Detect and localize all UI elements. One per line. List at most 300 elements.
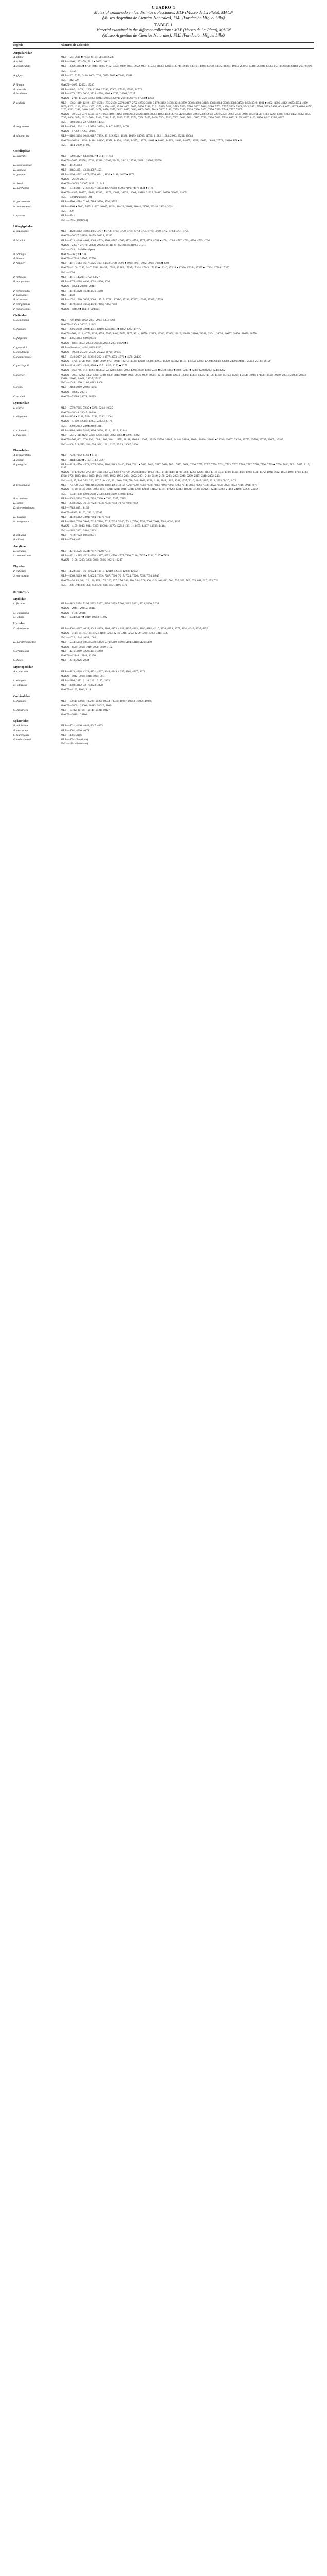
records-cell: MLP—5044; 5053; 5056; 5059; 5062; 5071; 5089; 5096; 5104; 5118; 5126; 5140 — [61, 640, 152, 644]
table-row — [13, 318, 314, 323]
records-cell: MLP—3485; 4051; 4342; 4587; 4501 — [61, 168, 103, 172]
family-heading-row — [13, 595, 314, 602]
table-row — [13, 640, 314, 645]
species-cell — [13, 284, 61, 289]
records-cell: FML—12; 95; 140; 202; 226; 227; 310; 436; 531; 600; 658; 738; 946; 1003; 1052; 1141; 1149; 1202; 1241; 1337; 2116; 2147; 2165; 2211; 2393; 2420; 2475 — [61, 479, 236, 482]
species-cell: D. cimex — [13, 502, 24, 505]
species-cell: C. rushii — [13, 386, 23, 389]
records-cell: MACN—3106; 6249; 9147; 9541; 10458; 10923; 15185; 15297; 17104; 17243; 17313 ■ 17316; 17318 ■ 17320; 17354; 17355 ■ 17364; 17369; 17377 — [61, 266, 230, 270]
family-heading: Corbiculidae — [13, 694, 30, 698]
table-row — [13, 524, 314, 529]
species-cell — [13, 524, 61, 529]
records-cell: MLP—7612; 7623; 8060; 8071 — [61, 534, 96, 537]
records-cell: MACN—20017; 20156; 20159; 20221; 20223 — [61, 234, 113, 238]
records-cell: MLP—4619; 4653; 4659; 4670; 7066; 7085; 7058 — [61, 303, 117, 307]
records-cell: MLP—3102; 3104; 9048; 6487; 7839; 9912; 9 9922; 10388; 10389; 11709; 11722; 11982; 11983; 2066; 29211; 31083 — [61, 134, 193, 138]
records-cell: MACN—17318; 20705; 27750 — [61, 257, 96, 261]
family-heading: Physidae — [13, 565, 25, 569]
species-cell: L. viatrix — [13, 406, 24, 410]
species-cell: L. diaphana — [13, 415, 27, 419]
table-row — [13, 699, 314, 704]
records-cell: MLP—4341 — [61, 214, 75, 217]
species-cell: H. piscium — [13, 173, 26, 176]
table-row — [13, 218, 314, 223]
species-cell: L. fortunei — [13, 602, 25, 605]
records-cell: FML—1022; 1044; 1058; 1065 — [61, 636, 96, 639]
species-cell — [13, 442, 61, 447]
table-row — [13, 302, 314, 307]
class-heading-row — [13, 587, 314, 595]
family-heading: Lymnaeidae — [13, 401, 29, 405]
table-row — [13, 275, 314, 280]
species-cell — [13, 583, 61, 587]
records-cell: MACN—23586; 28678; 28679 — [61, 395, 96, 399]
records-cell: MLP—4611; 14720; 14722; 14727 — [61, 275, 100, 279]
caption-line-1: Material examinado en las distintas colecciones: MLP (Museo de La Plata), MACN — [94, 10, 233, 15]
table-row — [13, 350, 314, 355]
caption-label: CUADRO 1 — [151, 5, 176, 10]
table-row — [13, 280, 314, 284]
table-row — [13, 742, 314, 747]
records-cell: MLP—5072; 7615; 7235 ■ 7276; 7264; 10025 — [61, 406, 113, 410]
species-cell: C. batesi — [13, 659, 24, 663]
records-cell: MACN—3196; 3235; 3238; 7061; 7086; 19216; 19217 — [61, 558, 123, 562]
records-cell: MACN—10865; 20017 — [61, 391, 88, 394]
records-cell: MLP—543; 2111; 2125; 2364; 2366; 4469; 5022; 6985 ■ 6992; 12392 — [61, 433, 140, 437]
table-row — [13, 354, 314, 359]
records-cell: FML—1043; 1188; 1209; 2058; 2198; 3080; 3089; 14081; 14092 — [61, 493, 134, 496]
records-cell: MLP—4004; 1034; 1145; 9754; 10754; 14947; 14759; 14748 — [61, 125, 130, 129]
species-cell — [13, 631, 61, 636]
table-row — [13, 654, 314, 658]
species-cell — [13, 654, 61, 658]
records-table — [13, 42, 314, 747]
species-cell — [13, 424, 61, 429]
table-row — [13, 626, 314, 631]
records-cell: MLP—564; 7618 ■ 7617; 29189; 28142; 28238 — [61, 56, 114, 59]
table-row — [13, 574, 314, 579]
records-cell: MACN—4791; 6751; 9641; 9646; 9989; 9791; 9981; 10275; 11332; 12088; 12089; 14934; 15370; 15402; 16134; 16152; 17080; 17394; 23046; 23068; 24009; 24011; 25003; 25125; 26129 — [61, 360, 271, 363]
table-row — [13, 674, 314, 679]
table-row — [13, 433, 314, 438]
family-heading: Hyriidae — [13, 622, 25, 626]
records-cell: MACN—11900; 12580; 17053; 23175; 23176 — [61, 420, 113, 423]
table-row — [13, 229, 314, 234]
records-cell: MLP—4511; 4515; 4522; 4528; 4537; 4552; 4570; 4575; 7116; 7120; 7127 ■ 7134; 7137 ■ 7139 — [61, 554, 169, 557]
table-row — [13, 470, 314, 478]
species-cell — [13, 270, 61, 275]
family-heading: Mycetopodidae — [13, 665, 33, 669]
table-row — [13, 611, 314, 615]
table-row — [13, 200, 314, 205]
table-row — [13, 615, 314, 620]
family-heading-row — [13, 48, 314, 55]
species-cell — [13, 266, 61, 270]
table-caption — [13, 5, 314, 38]
records-cell: MACN—563; 601; 676; 890; 1064; 1102; 3461; 11156; 11191; 11634; 12065; 14929; 15590; 20185; 24148; 24216; 28084; 28088; 28094 ■ 28096; 29407; 29616; 29773; 29786; 29787; 30005; 30189 — [61, 438, 283, 442]
records-cell: MLP—4113; 5274; 5290; 5293; 5297; 5298; 5299; 5301; 5302; 5322; 5324; 5330; 5338 — [61, 602, 159, 605]
table-row — [13, 257, 314, 261]
species-cell — [13, 558, 61, 563]
table-row — [13, 645, 314, 649]
records-cell: MLP—5068; 5069; 6015; 6025; 7239; 7287; 7606; 7618; 7624; 7626; 7652; 7658; 8045 — [61, 574, 159, 578]
records-cell: FML—259 — [61, 209, 74, 213]
records-cell: MACN—9; 170; 225; 277; 387; 461; 485; 524; 626; 677; 700; 795; 834; 877; 1017; 1074; 1111; 1144; 1173; 1203; 1229; 1262; 1283; 1318; 1341; 1404; 1449; 1464; 1496; 1531; 1572; 1601; 1632; 1655; 1692; 1704; 1733; 1764; 1796; 1830; 1864; 1893; 1913; 1945; 1962; 1994; 2034; 2052; 2081; 2114; 2149; 2178; 2203; 2223; 2248; 2279; 2317; 2341; 2372; 2404 — [61, 471, 308, 478]
records-cell: MLP—4081; 4086 — [61, 733, 82, 737]
records-cell: MLP—3234 ■ 3238; 5284; 9241; 9242; 12061 — [61, 415, 113, 419]
records-cell: FML—1101 (Paratipos) — [61, 742, 88, 746]
table-row — [13, 289, 314, 293]
table-row — [13, 332, 314, 336]
records-cell: MLP—3407; 11478; 11506; 12186; 17342; 17903; 27353; 17519; 14576 — [61, 88, 142, 91]
table-row — [13, 134, 314, 139]
table-row — [13, 579, 314, 583]
species-cell: H. marginatus — [13, 520, 29, 523]
records-cell: MLP—4428; 4612; 4608; 4705; 4707 ■ 4708; 4769; 4770; 4771; 4773; 4775; 4779; 4780; 4782; 4784; 4791; 4795 — [61, 230, 189, 233]
table-row — [13, 602, 314, 606]
species-cell: D. delodontus — [13, 627, 29, 630]
table-row — [13, 511, 314, 515]
table-row — [13, 298, 314, 302]
table-row — [13, 293, 314, 298]
species-cell — [13, 129, 61, 134]
table-row — [13, 163, 314, 168]
table-row — [13, 261, 314, 266]
species-cell: E. meier-brooki — [13, 738, 31, 741]
records-cell: FML—1104; 2089; 11009 — [61, 143, 90, 147]
table-row — [13, 181, 314, 186]
table-row — [13, 307, 314, 312]
species-cell: P. minutissimus — [13, 308, 31, 311]
records-cell: MLP—2163; 2269; 2908; 12567 — [61, 386, 97, 389]
table-row — [13, 733, 314, 738]
family-heading-row — [13, 717, 314, 724]
table-row — [13, 69, 314, 74]
records-cell: MLP—(Paratipos) 4491; 8215; 8232 — [61, 346, 102, 349]
table-row — [13, 506, 314, 511]
species-cell: P. nebulosa — [13, 275, 26, 279]
species-cell: M. siliquosa — [13, 684, 27, 687]
records-cell: MLP—7389; 8151; 8152 — [61, 506, 89, 510]
table-row — [13, 519, 314, 524]
table-row — [13, 64, 314, 69]
records-cell: MLP—1940; 2377; 2613; 2618; 2621; 3677; 4073; 4572 ■ 4578; 28425 — [61, 355, 141, 359]
table-row — [13, 424, 314, 429]
species-cell: L. elongata — [13, 679, 26, 683]
table-row — [13, 143, 314, 148]
records-cell: FML—2050 — [61, 271, 75, 274]
records-cell: MACN—20063; 20067; 28221; 31341 — [61, 182, 105, 185]
records-cell: FML—1493; 2044; 2275; 8302; 14051 — [61, 121, 105, 124]
table-row — [13, 553, 314, 558]
species-cell: S. lauricochae — [13, 733, 30, 737]
table-row — [13, 74, 314, 78]
table-row — [13, 683, 314, 688]
species-cell — [13, 470, 61, 478]
records-cell: MLP—262; 5272; 6448; 6669; 6711; 7079; 7049 ■ 7083; 20888 — [61, 74, 133, 77]
species-cell: H. cuneata — [13, 168, 26, 172]
species-cell: A. cortisii — [13, 459, 25, 462]
records-cell: MLP—7278; 7642; 8163 ■ 8164 — [61, 454, 98, 457]
records-cell: MLP—4305; 4384; 9398; 9936 — [61, 337, 96, 341]
records-cell: MLP—4031; 4036; 4042; 4047; 4053 — [61, 724, 103, 727]
records-cell: FML—2392; 2393; 2394; 2402; 3011 — [61, 425, 103, 428]
records-cell: MLP—4611; 4613; 4617; 4625; 4631; 4632; 4798; 4990 ■ 6999; 7961; 7962; 7964; 7966 ■ 8002 — [61, 262, 169, 265]
species-cell: U. concentricus — [13, 554, 31, 557]
species-cell: A. tenuidentatus — [13, 454, 32, 457]
table-row — [13, 205, 314, 209]
species-cell — [13, 159, 61, 163]
table-row — [13, 191, 314, 195]
family-heading-row — [13, 663, 314, 670]
species-cell: H. parchappii — [13, 187, 29, 190]
document-page — [0, 0, 327, 747]
species-cell: D. lucidum — [13, 515, 26, 519]
species-cell: E. sapogensis — [13, 230, 29, 233]
records-cell: MACN—3114; 3117; 3135; 3158; 3169; 3203; 3216; 3248; 3252; 3279; 3288; 3305; 3311; 3329 — [61, 631, 168, 635]
table-row — [13, 346, 314, 350]
species-cell — [13, 390, 61, 395]
species-cell: L. columella — [13, 429, 27, 432]
species-cell: A. trapesialis — [13, 670, 28, 673]
species-cell: S. marmorata — [13, 574, 29, 578]
species-cell — [13, 381, 61, 385]
table-row — [13, 112, 314, 120]
family-heading: Mytilidae — [13, 597, 26, 601]
species-cell — [13, 218, 61, 223]
caption-line-2: (Museo Argentino de Ciencias Naturales), FML (Fundación Miguel Lillo) — [102, 15, 225, 20]
records-cell: FML—368; 518; 525; 546; 599; 991; 1611; 2202; 2593; 19087; 23301 — [61, 443, 140, 446]
table-row — [13, 159, 314, 163]
records-cell: FML—312; 727 — [61, 78, 79, 82]
table-row — [13, 82, 314, 87]
table-row — [13, 410, 314, 415]
table-row — [13, 538, 314, 543]
species-cell: C. mendozana — [13, 350, 29, 354]
table-row — [13, 359, 314, 364]
species-cell: B. oliveri — [13, 538, 24, 542]
table-row — [13, 569, 314, 574]
species-cell — [13, 195, 61, 200]
table-row — [13, 120, 314, 125]
table-row — [13, 636, 314, 640]
species-cell: B. orbignyi — [13, 534, 26, 537]
species-cell — [13, 359, 61, 364]
family-heading-row — [13, 223, 314, 229]
records-cell: MACN—2710; 17532; 17590; 20013; 22058; 22071; 26613; 28877; 17593 ■ 17600 — [61, 97, 155, 100]
species-cell — [13, 177, 61, 182]
species-cell — [13, 742, 61, 747]
table-row — [13, 631, 314, 636]
caption-line-3: Material examined in the different collections: MLP (Museo de La Plata), MACN — [96, 28, 231, 32]
records-cell: MLP—2260; 2272–78; 7610 ■ 7602; 3.6 ?? — [61, 60, 110, 64]
table-row — [13, 419, 314, 424]
records-cell: MACN—9178; 29118 — [61, 611, 86, 615]
table-row — [13, 129, 314, 134]
table-row — [13, 429, 314, 433]
species-cell — [13, 120, 61, 125]
species-cell: P. sterkianum — [13, 728, 29, 732]
family-heading: Ampullariidae — [13, 51, 32, 55]
records-cell: MLP—4516; 4526; 4534; 7617; 7620; 7711 — [61, 549, 110, 553]
table-row — [13, 479, 314, 483]
species-cell: H. obliquus — [13, 549, 27, 553]
table-row — [13, 55, 314, 60]
species-cell — [13, 368, 61, 373]
records-cell: MLP—3862; 4315 ■ 4700; 5045; 6805; 9132; 9358; 9389; 9833; 9952; 9937; 11535; 11638; 12800; 13574; 13946; 14016; 14408; 14700; 14875; 18234; 19304; 20875; 23440; 25184; 25587; 25813; 26164; 28168; 26772; KN — [61, 65, 312, 69]
family-heading-row — [13, 563, 314, 569]
records-cell: MLP—4612; 4613 — [61, 164, 82, 167]
species-cell: P. pirinsaana — [13, 298, 28, 302]
species-cell — [13, 112, 61, 120]
species-cell: L. rupestris — [13, 433, 26, 437]
records-cell: FML—18454 — [61, 70, 76, 73]
species-cell: H. australis — [13, 155, 27, 158]
records-cell: FML—1044; 1056; 1102; 8283; 8308 — [61, 381, 103, 385]
species-cell: P. lineare — [13, 257, 24, 261]
records-cell: MACN—18412 ■ 18418 (Sintipos) — [61, 308, 101, 311]
records-cell: MLP—70; 778; 758; 781; 2161; 2250; 3986; 4661; 4812; 7326; 7339; 7446; 7449; 7695; 7698; 7700; 7705; 7814; 7815; 7828; 7838; 7852; 7853; 7854; 7855; 7916; 7961; 7977 — [61, 483, 257, 487]
records-cell: MLP—4700; 4784; 7108; 7109; 9590; 9592; 9595 — [61, 200, 117, 204]
species-cell — [13, 479, 61, 483]
table-row — [13, 724, 314, 728]
species-cell — [13, 243, 61, 248]
species-cell: C. fluminea — [13, 699, 27, 703]
species-cell: H. baeri — [13, 182, 23, 185]
table-row — [13, 368, 314, 373]
table-row — [13, 186, 314, 191]
table-row — [13, 266, 314, 270]
records-cell: MACN—26779; 29517 — [61, 177, 88, 181]
species-cell — [13, 78, 61, 83]
table-row — [13, 501, 314, 506]
records-cell: MLP—4675; 4688; 4692; 4693; 4696; 4698 — [61, 280, 110, 283]
table-row — [13, 87, 314, 92]
family-heading: Chilinidae — [13, 314, 27, 317]
table-row — [13, 487, 314, 492]
table-row — [13, 101, 314, 112]
table-row — [13, 209, 314, 214]
table-row — [13, 390, 314, 395]
species-cell — [13, 703, 61, 708]
records-cell: MLP—3172; 5062; 7391; 7394; 7397; 7643 — [61, 515, 110, 519]
species-cell: P. scalaris — [13, 101, 25, 105]
table-row — [13, 154, 314, 159]
species-cell — [13, 688, 61, 692]
species-cell: M. edulis — [13, 616, 24, 619]
table-row — [13, 341, 314, 346]
records-cell: MLP—4613; 4646; 4663; 4665; 4763; 4764; 4767; 4769; 4771; 4774; 4777; 4778; 4781 ■ 4784; 4786; 4787; 4789; 4790; 4795; 4796 — [61, 239, 210, 242]
table-row — [13, 458, 314, 463]
table-row — [13, 483, 314, 487]
family-heading: Cochliopidae — [13, 150, 30, 154]
species-cell: C. fluminea — [13, 328, 27, 331]
table-row — [13, 679, 314, 683]
table-row — [13, 688, 314, 692]
family-heading-row — [13, 543, 314, 549]
records-cell: MACN—8834; 8859; 20051; 20052; 20053; 20071; KN ■ 3 — [61, 341, 128, 345]
records-cell: MLP—2216; 4432; 4542; 4568 ■ 4571; 8245; 8270 ■ 8277 — [61, 364, 127, 368]
records-cell: MLP—6034; 6017 ■ 6019; 10993; 11022 — [61, 616, 108, 619]
species-cell — [13, 209, 61, 214]
table-row — [13, 284, 314, 289]
table-row — [13, 243, 314, 248]
table-row — [13, 415, 314, 419]
records-cell: MACN—28; 83; 98; 122; 130; 153; 172; 200; 227; 256; 283; 310; 344; 371; 406; 429; 463; 482; 501; 537; 560; 589; 623; 641; 667; 695; 724 — [61, 579, 218, 582]
species-cell: M. charruana — [13, 611, 29, 615]
table-row — [13, 703, 314, 708]
species-cell: D. parallelopipedon — [13, 640, 36, 644]
records-cell: MACN—28101; 28106 — [61, 713, 88, 717]
species-cell — [13, 645, 61, 649]
species-cell: C. rhuacoicus — [13, 650, 29, 653]
table-row — [13, 549, 314, 553]
species-cell — [13, 487, 61, 492]
records-cell: MLP—2673; 2723; 3630; 3724; 4598; 6709 ■ 6785; 26268; 26227 — [61, 92, 135, 96]
species-cell: P. cubensis — [13, 569, 26, 573]
family-heading: Ancylidae — [13, 545, 26, 548]
species-cell: C. parchappii — [13, 364, 29, 368]
species-cell — [13, 234, 61, 239]
records-cell: MACN—4109; 6042; 9214; 9367; 11003; 12175; 12214; 13311; 13455; 14037; 14318; 14444 — [61, 524, 166, 528]
table-row — [13, 649, 314, 654]
species-cell: H. pucaraensis — [13, 200, 30, 204]
species-cell — [13, 713, 61, 717]
species-cell — [13, 323, 61, 327]
table-row — [13, 606, 314, 611]
table-row — [13, 96, 314, 101]
species-cell: P. sterkianus — [13, 294, 28, 297]
species-cell — [13, 636, 61, 640]
family-heading-row — [13, 399, 314, 406]
records-cell: MLP—4638 — [61, 294, 75, 297]
family-heading: Sphaeriidae — [13, 720, 29, 723]
species-cell — [13, 606, 61, 611]
records-cell: MLP—4002; 4017; 4023; 4045; 4079; 4104; 4123; 4148; 4157; 4163; 4186; 4202; 4210; 4234; 4251; 4273; 4291; 4318; 4337; 4359 — [61, 627, 209, 630]
species-cell: A. gigas — [13, 74, 23, 77]
species-cell: A. spixii — [13, 60, 23, 64]
species-cell: P. hopfneri — [13, 262, 26, 265]
records-cell: MLP—3308; 3312; 3317; 3323; 3328 — [61, 684, 103, 687]
table-row — [13, 558, 314, 563]
table-row — [13, 239, 314, 243]
species-cell: A. canaliculata — [13, 65, 30, 69]
records-cell: MACN—1085; 12092; 17230 — [61, 83, 94, 87]
records-cell: MACN—23037; 27878; 28878; 29049; 29111; 29125; 30142; 31003; 31011 — [61, 243, 146, 247]
table-row — [13, 395, 314, 399]
species-cell — [13, 579, 61, 583]
records-cell: MLP—4091 (Paratipos) — [61, 738, 88, 741]
records-cell: MLP—2104; 2112; 2118; 2121; 2127; 2133 — [61, 679, 110, 683]
species-cell: A. platae — [13, 56, 24, 59]
records-cell: MACN—1102; 1106; 1111 — [61, 688, 91, 692]
records-cell: MLP—2059; 2025; 7618; 7623; 7633; 7640; 7643; 7670; 7691; 7692 — [61, 502, 138, 505]
table-header-row — [13, 43, 314, 49]
species-cell: P. oblongus — [13, 252, 27, 256]
records-cell: MLP—4318; 4570; 4572; 5075; 5090; 5100; 5183; 5440; 5609; 7611 ■ 7612; 7613; 7617; 7616; 7631; 7652; 7668; 7696; 7755; 7757; 7758; 7761; 7763; 7767; 7768; 7787; 7788; 7790; 7795 ■ 7796; 7826; 7831; 7835; 8115; 8147 — [61, 463, 311, 470]
species-cell: P. megastoma — [13, 125, 29, 129]
table-row — [13, 405, 314, 410]
records-cell: MACN—560; 746; 911; 1128; 2153; 2152; 2287; 2984; 2999; 4598; 4666; 4786; 5730 ■ 5740; 5963 ■ 5966; 7233 ■ 7236; 8222; 8237; 8246; 8262 — [61, 369, 226, 372]
species-cell: C. neuquenensis — [13, 355, 32, 359]
table-row — [13, 173, 314, 177]
species-cell: P. bisuchii — [13, 239, 25, 242]
species-cell: C. largillierti — [13, 708, 28, 712]
table-row — [13, 497, 314, 501]
species-cell: B. peregrina — [13, 463, 28, 466]
records-cell: MACN—19518; 25521; 25536; 26522; 26729; 29195 — [61, 350, 121, 354]
table-row — [13, 327, 314, 332]
